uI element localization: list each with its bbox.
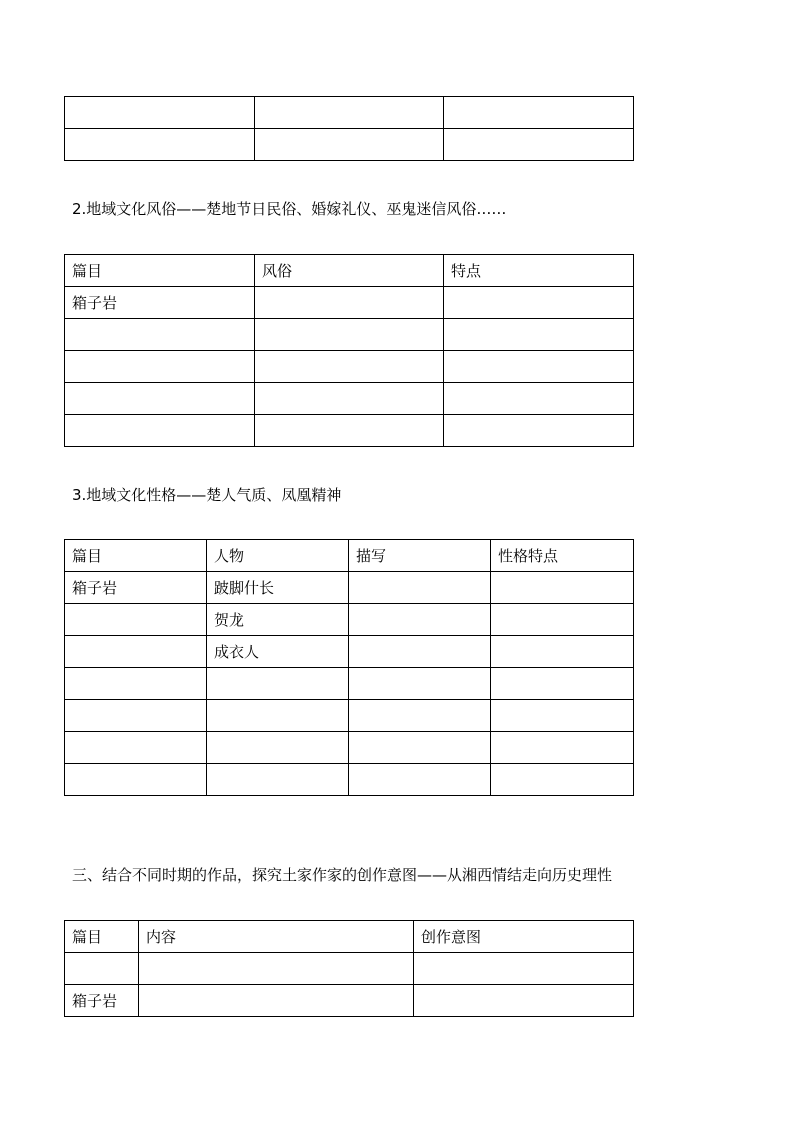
table-row [65,636,634,668]
table-cell: 跛脚什长 [207,572,349,604]
continued-table [64,96,634,161]
table-cell [491,572,634,604]
table-row [65,572,634,604]
table-cell [349,764,491,796]
table-cell [255,97,444,129]
header-cell: 创作意图 [414,921,634,953]
table-cell [65,129,255,161]
table-cell [255,351,444,383]
header-cell: 内容 [139,921,414,953]
header-cell: 人物 [207,540,349,572]
table-cell [491,732,634,764]
table-row [65,604,634,636]
table-cell [349,732,491,764]
header-cell: 篇目 [65,255,255,287]
table-cell [444,97,634,129]
table-cell [444,383,634,415]
table-cell [255,129,444,161]
table-cell [491,636,634,668]
table-header-row [65,921,634,953]
table-row [65,319,634,351]
table-cell [65,668,207,700]
table-cell [444,287,634,319]
table-row [65,764,634,796]
table-cell [414,953,634,985]
table-cell [65,764,207,796]
table-cell: 箱子岩 [65,287,255,319]
table-row [65,700,634,732]
table-cell [65,383,255,415]
table-cell [65,415,255,447]
table-cell [255,415,444,447]
table-cell [349,636,491,668]
table-row [65,668,634,700]
section2-heading: 2.地域文化风俗——楚地节日民俗、婚嫁礼仪、巫鬼迷信风俗…… [72,200,507,218]
table-row [65,129,634,161]
header-cell: 篇目 [65,921,139,953]
table-row [65,351,634,383]
table-cell [207,700,349,732]
table-cell [207,668,349,700]
table-cell [65,319,255,351]
table-row [65,415,634,447]
table-cell [65,604,207,636]
table-cell [65,732,207,764]
table-cell: 贺龙 [207,604,349,636]
table-cell [349,572,491,604]
table-cell [491,604,634,636]
character-table [64,539,634,796]
header-cell: 篇目 [65,540,207,572]
table-cell: 箱子岩 [65,985,139,1017]
table-row [65,383,634,415]
table-cell [349,700,491,732]
table-cell [65,953,139,985]
table-cell [349,604,491,636]
table-cell [491,764,634,796]
table-cell [255,287,444,319]
table-cell [139,953,414,985]
header-cell: 性格特点 [491,540,634,572]
table-cell [255,319,444,351]
table-cell [65,351,255,383]
table-row [65,953,634,985]
table-cell [414,985,634,1017]
table-row [65,287,634,319]
table-cell [207,732,349,764]
table-cell [65,636,207,668]
table-cell [65,700,207,732]
table-cell [255,383,444,415]
table-cell [444,319,634,351]
table-cell [207,764,349,796]
header-cell: 描写 [349,540,491,572]
intent-table [64,920,634,1017]
table-cell [139,985,414,1017]
table-header-row [65,255,634,287]
table-cell [491,700,634,732]
table-cell: 成衣人 [207,636,349,668]
header-cell: 特点 [444,255,634,287]
table-row [65,732,634,764]
part3-heading: 三、结合不同时期的作品，探究土家作家的创作意图——从湘西情结走向历史理性 [72,866,613,884]
table-row [65,985,634,1017]
table-cell [491,668,634,700]
table-cell: 箱子岩 [65,572,207,604]
table-cell [444,415,634,447]
table-cell [444,129,634,161]
table-row [65,97,634,129]
table-cell [444,351,634,383]
header-cell: 风俗 [255,255,444,287]
table-header-row [65,540,634,572]
customs-table [64,254,634,447]
table-cell [65,97,255,129]
table-cell [349,668,491,700]
section3-heading: 3.地域文化性格——楚人气质、凤凰精神 [72,486,342,504]
